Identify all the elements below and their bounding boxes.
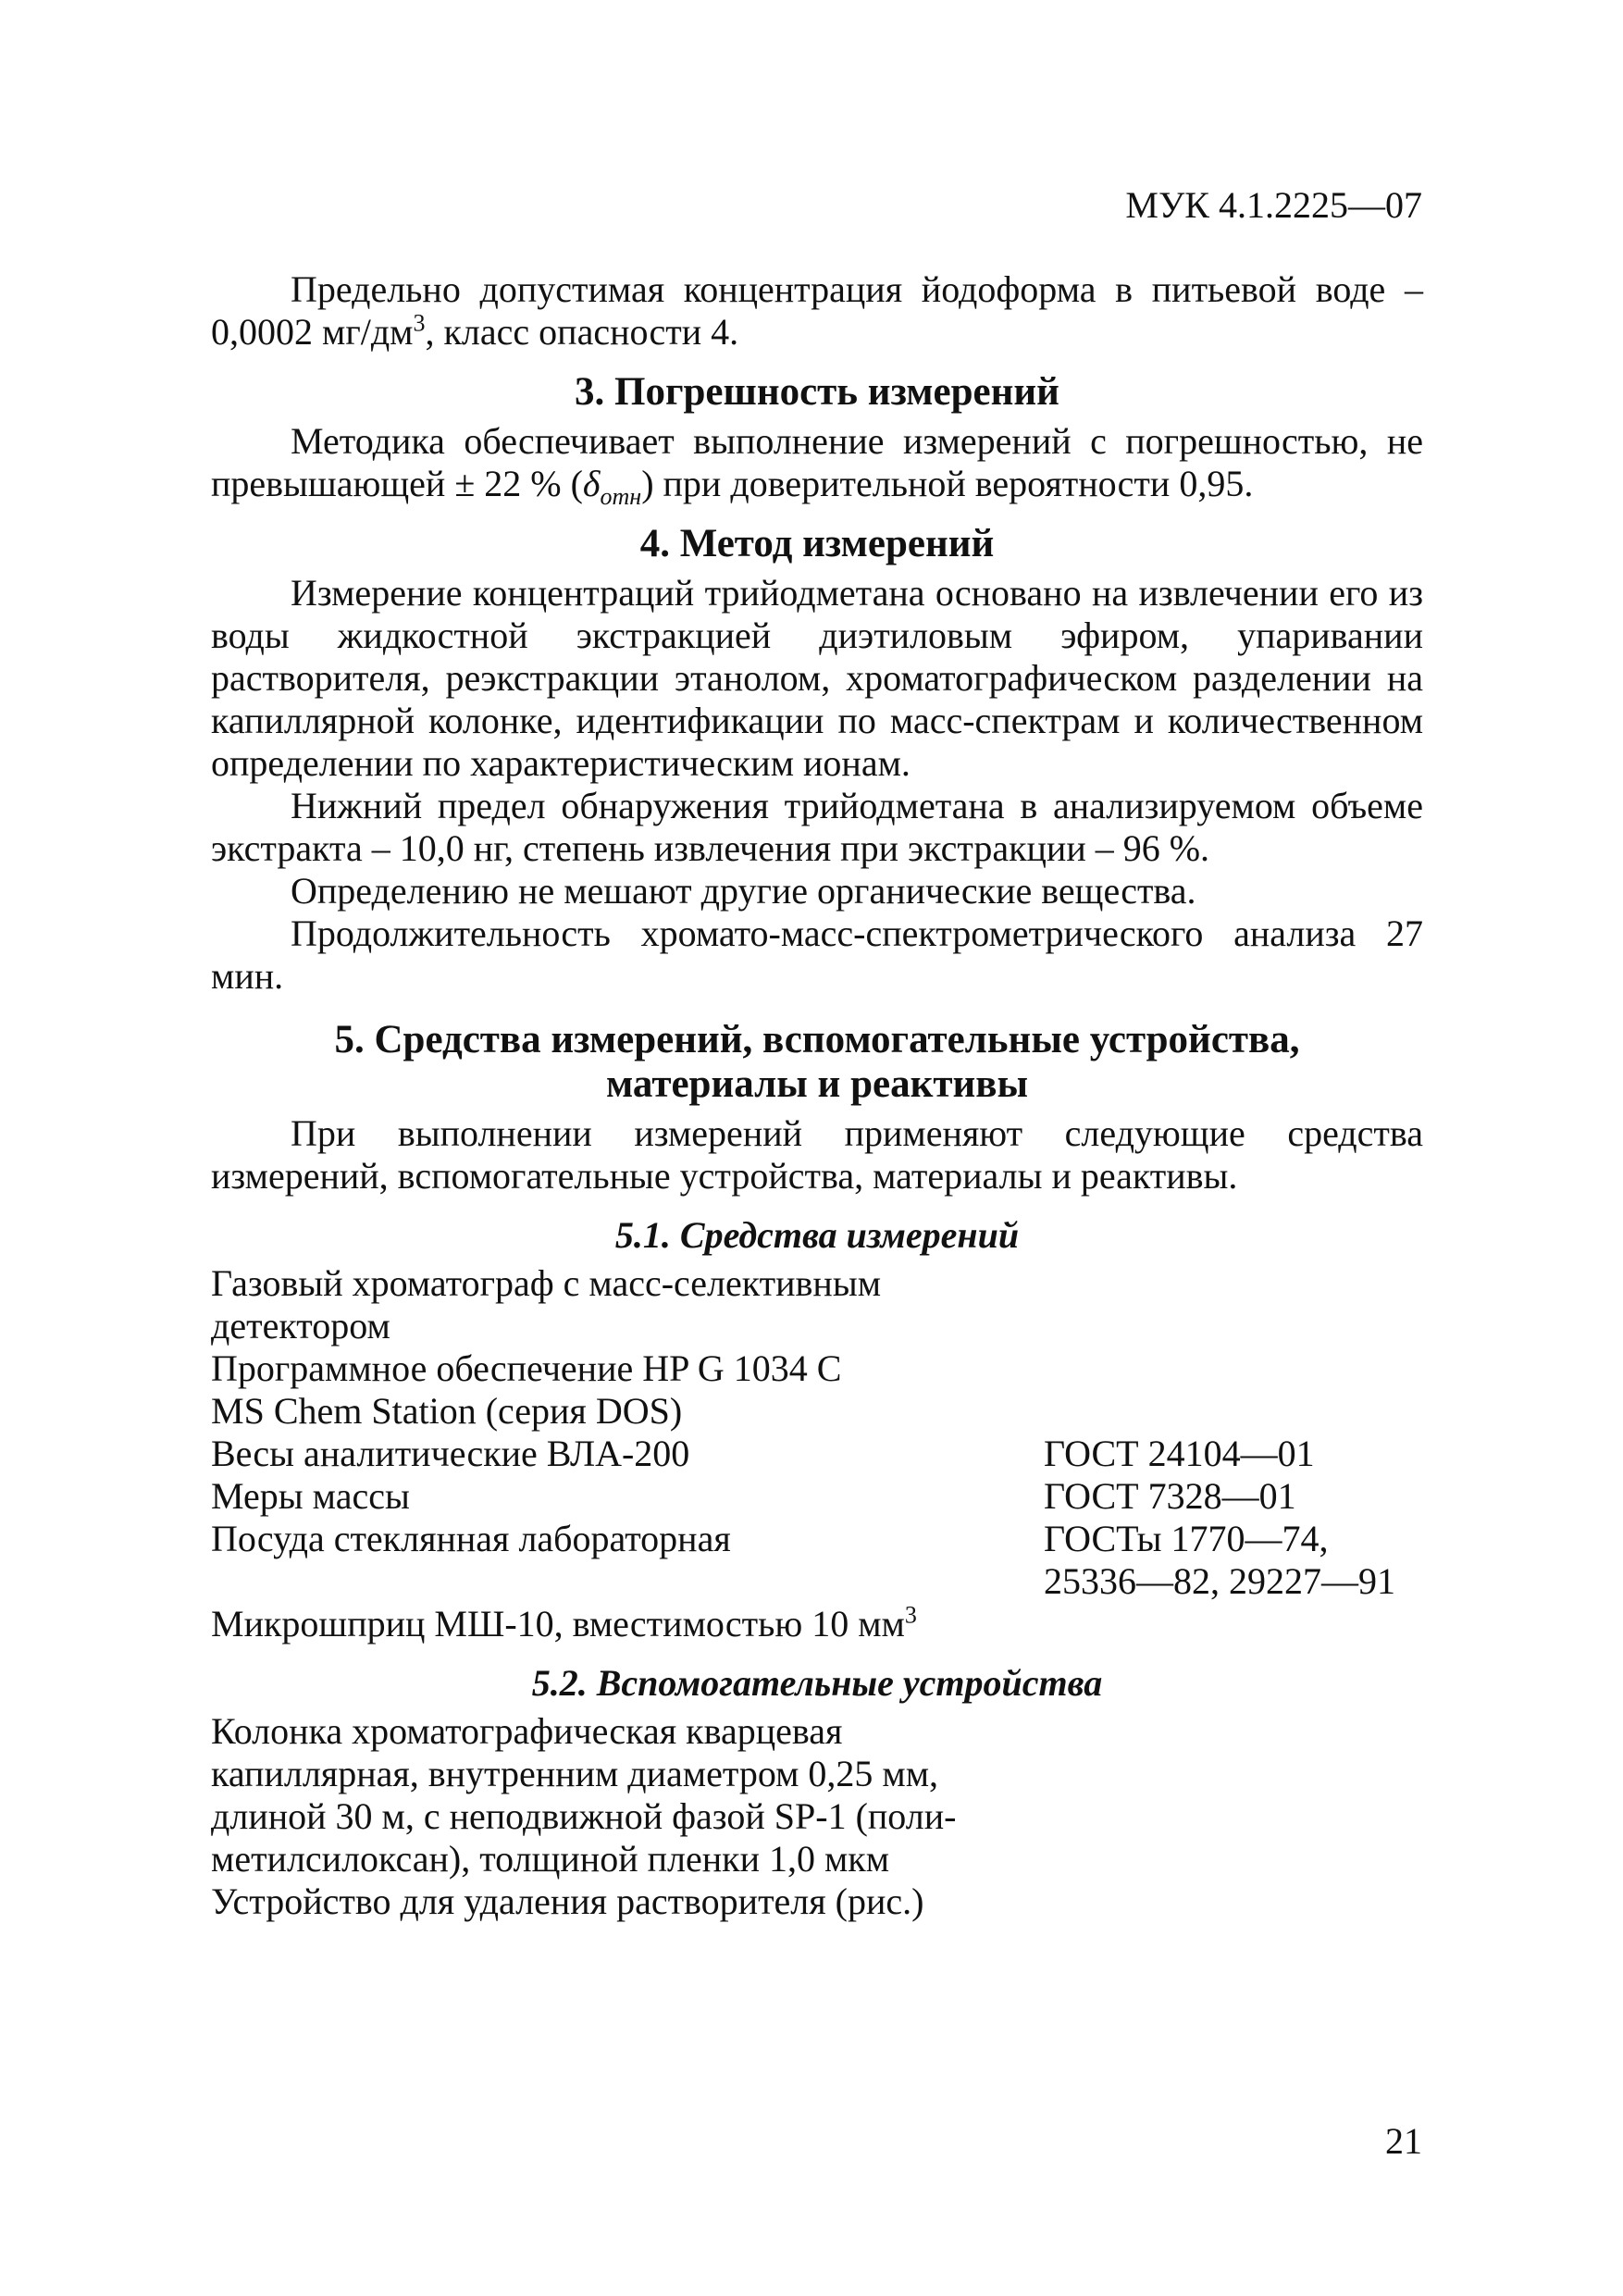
- list-line: метилсилоксан), толщиной пленки 1,0 мкм: [211, 1838, 890, 1880]
- list-item: [211, 1475, 1423, 1518]
- item-name-line: MS Chem Station (серия DOS): [211, 1390, 683, 1432]
- list-line: капиллярная, внутренним диаметром 0,25 мм,: [211, 1753, 939, 1794]
- section-5-title-line-2: материалы и реактивы: [605, 1062, 1029, 1106]
- intro-paragraph: [211, 268, 1423, 354]
- list-item: [211, 1262, 1423, 1347]
- item-standard: [1044, 1518, 1423, 1603]
- section-4-paragraph-4: Продолжительность хромато-масс-спектрометрического анализа 27 мин.: [211, 912, 1423, 997]
- delta-subscript: отн: [600, 483, 642, 510]
- intro-superscript: 3: [413, 309, 426, 337]
- section-5-title-line-1: 5. Средства измерений, вспомогательные устройства,: [334, 1018, 1300, 1061]
- section-3-paragraph: [211, 420, 1423, 510]
- item-standard-line: ГОСТы 1770—74,: [1044, 1518, 1329, 1559]
- item-name: Весы аналитические ВЛА-200: [211, 1433, 690, 1474]
- syringe-text: Микрошприц МШ-10, вместимостью 10 мм: [211, 1603, 905, 1644]
- section-3-title: 3. Погрешность измерений: [575, 370, 1059, 414]
- item-name: Меры массы: [211, 1475, 410, 1517]
- item-name-line: детектором: [211, 1305, 390, 1347]
- item-standard: [1044, 1347, 1423, 1433]
- list-line: Устройство для удаления растворителя (рис.): [211, 1880, 924, 1922]
- page-content: [211, 268, 1423, 1923]
- section-4-title: 4. Метод измерений: [639, 522, 995, 565]
- section-4-paragraph-3: Определению не мешают другие органические вещества.: [291, 870, 1196, 912]
- item-standard-line: 25336—82, 29227—91: [1044, 1560, 1395, 1602]
- list-item: [211, 1433, 1423, 1475]
- item-name-line: Газовый хроматограф с масс-селективным: [211, 1262, 882, 1304]
- list-line: длиной 30 м, с неподвижной фазой SP-1 (поли-: [211, 1795, 957, 1837]
- list-item-syringe: [211, 1603, 1423, 1645]
- auxiliary-devices-list: [211, 1710, 1423, 1923]
- subsection-5-1-title: 5.1. Средства измерений: [614, 1214, 1020, 1256]
- list-line: Колонка хроматографическая кварцевая: [211, 1710, 843, 1752]
- intro-text-end: , класс опасности 4.: [425, 311, 739, 353]
- section-4-paragraph-2: Нижний предел обнаружения трийодметана в анализируемом объеме экстракта – 10,0 нг, степень извлечения при экстракции – 96 %.: [211, 785, 1423, 869]
- item-name-line: Программное обеспечение HP G 1034 C: [211, 1347, 842, 1389]
- syringe-superscript: 3: [904, 1601, 917, 1629]
- subsection-5-2-title: 5.2. Вспомогательные устройства: [531, 1662, 1103, 1704]
- document-code-header: МУК 4.1.2225—07: [1125, 184, 1422, 226]
- list-item: [211, 1347, 1423, 1433]
- item-name: Посуда стеклянная лабораторная: [211, 1518, 731, 1559]
- section-3-text-end: ) при доверительной вероятности 0,95.: [641, 463, 1254, 504]
- list-item: [211, 1518, 1423, 1603]
- section-3-text-start: Методика обеспечивает выполнение измерений с погрешностью, не превышающей ± 22 % (: [211, 420, 1423, 504]
- item-standard: ГОСТ 7328—01: [1044, 1475, 1296, 1517]
- intro-text: Предельно допустимая концентрация йодоформа в питьевой воде – 0,0002 мг/дм: [211, 268, 1423, 353]
- delta-symbol: δ: [582, 463, 601, 504]
- item-name: [211, 1262, 1044, 1347]
- item-standard: ГОСТ 24104—01: [1044, 1433, 1315, 1474]
- page-number: 21: [1385, 2120, 1422, 2162]
- item-name: [211, 1347, 1044, 1433]
- item-standard: [1044, 1262, 1423, 1347]
- section-5-intro: При выполнении измерений применяют следующие средства измерений, вспомогательные устройства, материалы и реактивы.: [211, 1112, 1423, 1197]
- section-4-paragraph-1: Измерение концентраций трийодметана основано на извлечении его из воды жидкостной экстракцией диэтиловым эфиром, упаривании растворителя, реэкстракции этанолом, хроматографическом разделении на капиллярной колонке, идентификации по масс-спектрам и количественном определении по характеристическим ионам.: [211, 572, 1423, 784]
- instruments-list: [211, 1262, 1423, 1645]
